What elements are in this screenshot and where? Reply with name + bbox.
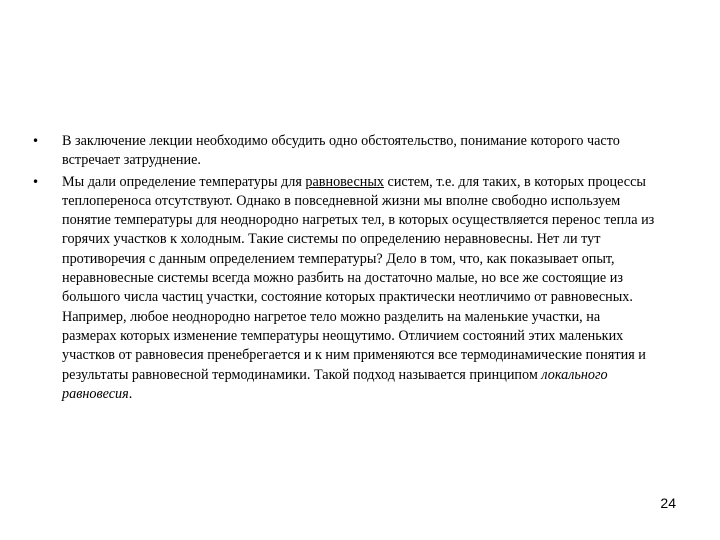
bullet-list <box>28 132 658 406</box>
underlined-term: равновесных <box>305 173 384 190</box>
bullet-text-part1: Мы дали определение температуры для <box>62 173 306 190</box>
bullet-text: В заключение лекции необходимо обсудить одно обстоятельство, понимание которого часто встречает затруднение. <box>62 133 620 169</box>
bullet-text-part2: систем, т.е. для таких, в которых процессы теплопереноса отсутствуют. Однако в повседневной жизни мы вполне свободно используем понятие температуры для неоднородно нагретых тел, в которых осуществляется перенос тепла из горячих участков к холодным. Такие системы по определению неравновесны. Нет ли тут противоречия с данным определением температуры? Дело в том, что, как показывает опыт, неравновесные системы всегда можно разбить на достаточно малые, но все же состоящие из большого числа частиц участки, состояние которых практически неотличимо от равновесных. Например, любое неоднородно нагретое тело можно разделить на маленькие участки, на размерах которых изменение температуры неощутимо. Отличием состояний этих маленьких участков от равновесия пренебрегается и к ним применяются все термодинамические понятия и результаты равновесной термодинамики. Такой подход называется принципом <box>62 173 655 383</box>
bullet-text-part3: . <box>128 385 133 402</box>
bullet-item-1 <box>28 132 658 171</box>
page-number: 24 <box>660 495 676 511</box>
italic-term: локального равновесия <box>62 366 608 402</box>
bullet-item-2 <box>28 173 658 405</box>
bullet-icon: • <box>32 134 40 148</box>
bullet-icon: • <box>32 174 40 189</box>
